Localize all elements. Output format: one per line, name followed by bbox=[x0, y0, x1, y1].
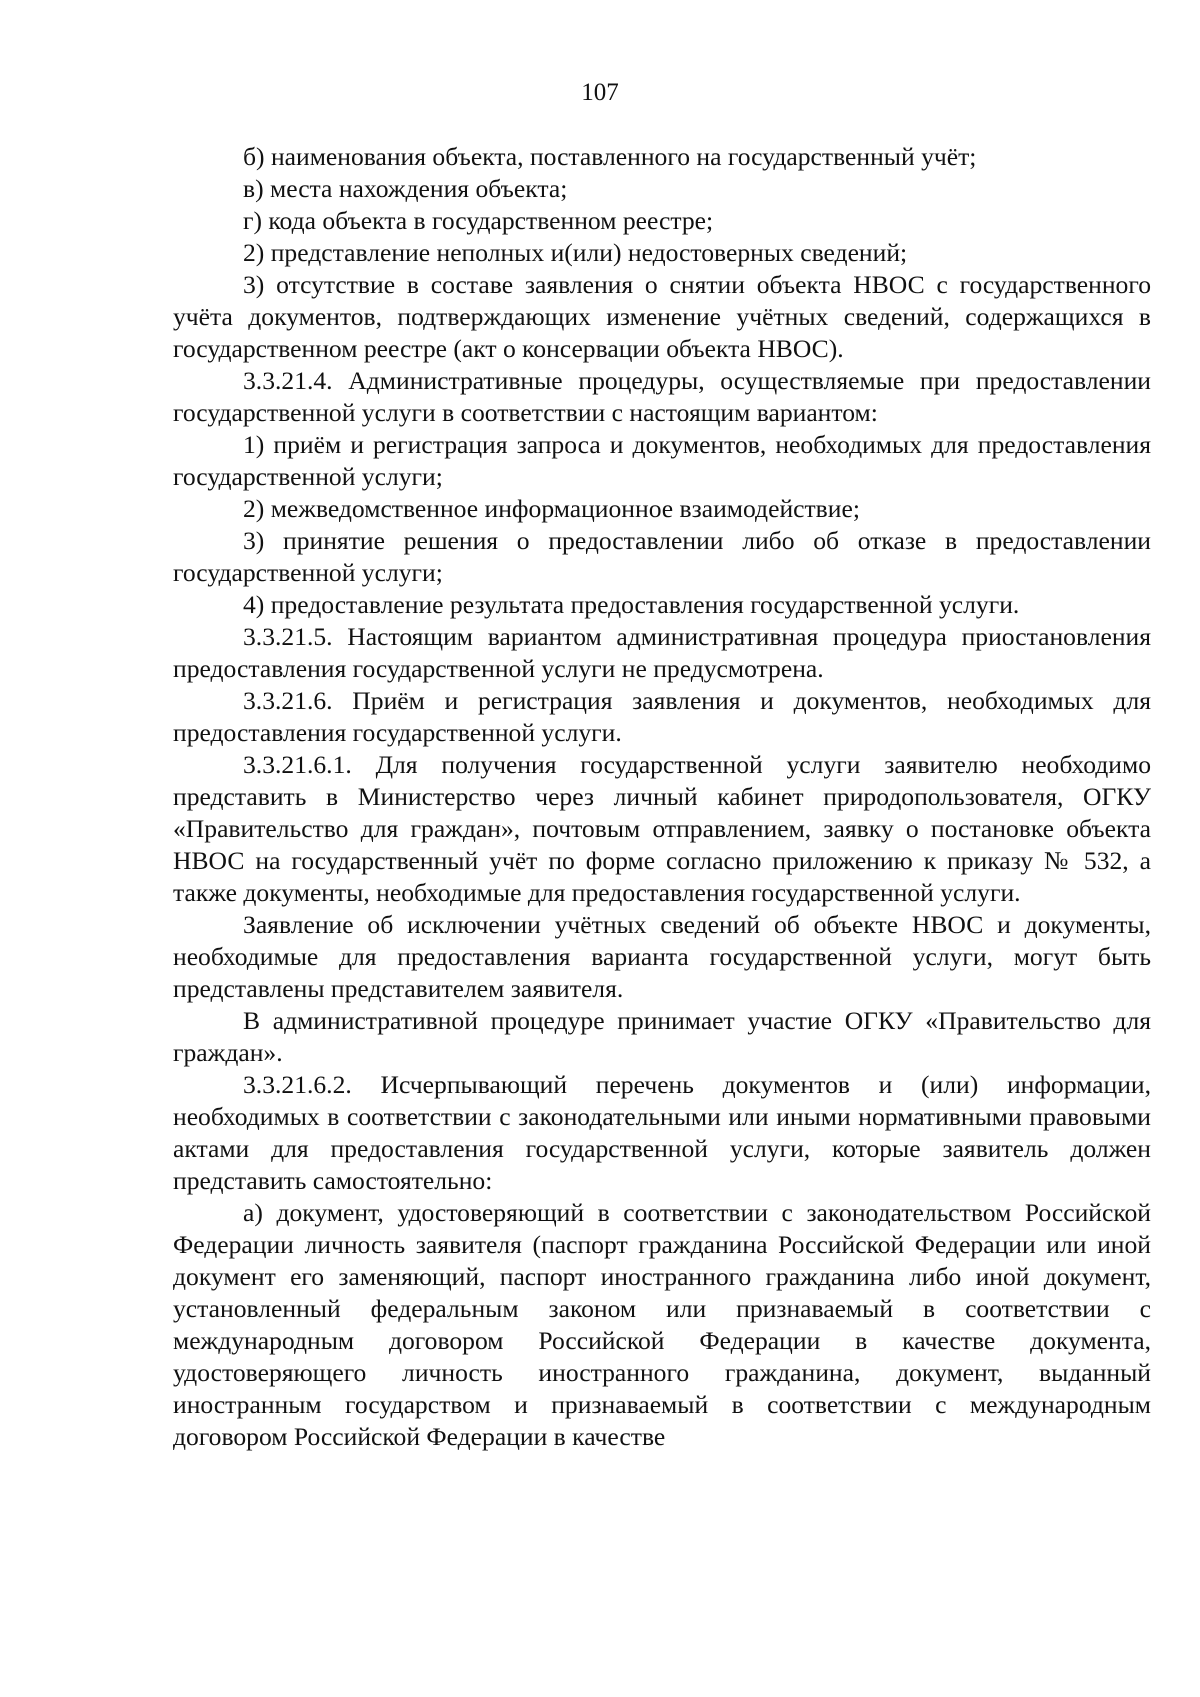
paragraph: 3.3.21.5. Настоящим вариантом административная процедура приостановления предоставления государственной услуги не предусмотрена. bbox=[173, 622, 1151, 683]
paragraph: 3.3.21.6.2. Исчерпывающий перечень документов и (или) информации, необходимых в соответствии с законодательными или иными нормативными правовыми актами для предоставления государственной услуги, которые заявитель должен представить самостоятельно: bbox=[173, 1070, 1151, 1195]
document-body bbox=[173, 141, 1151, 1453]
paragraph: Заявление об исключении учётных сведений об объекте НВОС и документы, необходимые для предоставления варианта государственной услуги, могут быть представлены представителем заявителя. bbox=[173, 910, 1151, 1003]
page-number: 107 bbox=[581, 79, 619, 106]
paragraph: 3) принятие решения о предоставлении либо об отказе в предоставлении государственной услуги; bbox=[173, 526, 1151, 587]
paragraph: б) наименования объекта, поставленного на государственный учёт; bbox=[243, 142, 977, 171]
paragraph: 4) предоставление результата предоставления государственной услуги. bbox=[243, 590, 1020, 619]
paragraph: 1) приём и регистрация запроса и документов, необходимых для предоставления государственной услуги; bbox=[173, 430, 1151, 491]
paragraph: 3) отсутствие в составе заявления о снятии объекта НВОС с государственного учёта документов, подтверждающих изменение учётных сведений, содержащихся в государственном реестре (акт о консервации объекта НВОС). bbox=[173, 270, 1151, 363]
paragraph: 3.3.21.6. Приём и регистрация заявления и документов, необходимых для предоставления государственной услуги. bbox=[173, 686, 1151, 747]
paragraph: 2) представление неполных и(или) недостоверных сведений; bbox=[243, 238, 908, 267]
paragraph: в) места нахождения объекта; bbox=[243, 174, 568, 203]
paragraph: 2) межведомственное информационное взаимодействие; bbox=[243, 494, 860, 523]
paragraph: В административной процедуре принимает участие ОГКУ «Правительство для граждан». bbox=[173, 1006, 1151, 1067]
paragraph: 3.3.21.4. Административные процедуры, осуществляемые при предоставлении государственной услуги в соответствии с настоящим вариантом: bbox=[173, 366, 1151, 427]
paragraph: 3.3.21.6.1. Для получения государственной услуги заявителю необходимо представить в Министерство через личный кабинет природопользователя, ОГКУ «Правительство для граждан», почтовым отправлением, заявку о постановке объекта НВОС на государственный учёт по форме согласно приложению к приказу № 532, а также документы, необходимые для предоставления государственной услуги. bbox=[173, 750, 1151, 907]
paragraph: г) кода объекта в государственном реестре; bbox=[243, 206, 714, 235]
paragraph: а) документ, удостоверяющий в соответствии с законодательством Российской Федерации личность заявителя (паспорт гражданина Российской Федерации или иной документ его заменяющий, паспорт иностранного гражданина либо иной документ, установленный федеральным законом или признаваемый в соответствии с международным договором Российской Федерации в качестве документа, удостоверяющего личность иностранного гражданина, документ, выданный иностранным государством и признаваемый в соответствии с международным договором Российской Федерации в качестве bbox=[173, 1198, 1151, 1451]
